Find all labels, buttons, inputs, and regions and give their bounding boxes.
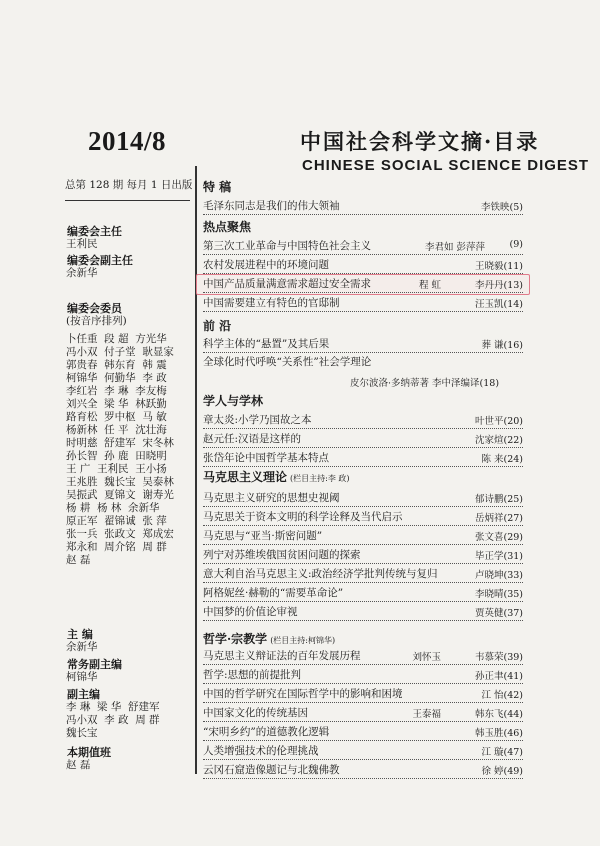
journal-title-en: CHINESE SOCIAL SCIENCE DIGEST [302, 157, 590, 174]
members-order: (按音序排列) [66, 315, 127, 327]
members-list: 卜任重 段 超 方光华 冯小双 付子堂 耿显家 郭贵春 韩东育 韩 震 柯锦华 何勤华 李 政 李红岩 李 琳 李友梅 刘兴全 梁 华 林跃勤 路育松 罗中枢 马 敏 杨新林 任 平 沈壮海 时明慈 舒建军 宋冬林 孙长智 孙 鹿 田晓明 王 广 王利民 王小扬 王兆胜 魏长宝 吴泰林 吴振武 夏锦文 谢寿光 杨 耕 杨 林 余新华 原正军 翟锦诚 张 萍 张一兵 张政文 郑成宏 郑永和 周介铭 周 群 赵 磊 [66, 333, 174, 566]
toc-entry[interactable]: 马克思关于资本文明的科学诠释及当代启示 岳炳祥(27) [203, 511, 523, 524]
toc-entry[interactable]: 阿格妮丝·赫勒的“需要革命论” 李晓晴(35) [203, 587, 523, 600]
section-heading: 马克思主义理论 (栏目主持:李 政) [203, 470, 350, 484]
editor-deputy-label: 编委会副主任 [67, 254, 133, 267]
column-divider [195, 166, 197, 774]
toc-entry[interactable]: 中国需要建立有特色的官邸制 汪玉凯(14) [203, 297, 523, 310]
editor-head-name: 王利民 [66, 238, 98, 250]
section-heading: 特 稿 [203, 180, 232, 194]
toc-entry[interactable]: 赵元任:汉语是这样的 沈家煊(22) [203, 433, 523, 446]
toc-entry[interactable]: 哲学:思想的前提批判 孙正聿(41) [203, 669, 523, 682]
section-heading: 前 沿 [203, 319, 232, 333]
toc-entry[interactable]: 云冈石窟造像题记与北魏佛教 徐 婷(49) [203, 764, 523, 777]
toc-entry[interactable]: 毛泽东同志是我们的伟大领袖 李铁映(5) [203, 200, 523, 213]
exec-deputy-label: 常务副主编 [67, 658, 122, 671]
toc-entry-author-line: 皮尔波洛·多纳蒂著 李中泽编译(18) [350, 378, 500, 389]
chief-editor-label: 主 编 [67, 628, 93, 641]
on-duty-name: 赵 磊 [66, 759, 91, 771]
section-heading: 热点聚焦 [203, 220, 252, 234]
journal-title-cn: 中国社会科学文摘·目录 [300, 129, 540, 154]
editor-deputy-name: 余新华 [66, 267, 98, 279]
editor-head-label: 编委会主任 [67, 225, 122, 238]
toc-entry[interactable]: 中国梦的价值论审视 贾英健(37) [203, 606, 523, 619]
toc-entry[interactable]: 马克思主义研究的思想史视阈 郁诗鹏(25) [203, 492, 523, 505]
toc-entry[interactable]: 科学主体的“悬置”及其后果 葬 谦(16) [203, 338, 523, 351]
members-label: 编委会委员 [67, 302, 122, 315]
toc-entry[interactable]: 意大利自治马克思主义:政治经济学批判传统与复归 卢晓坤(33) [203, 568, 523, 581]
issue-meta: 总第 128 期 每月 1 日出版 [65, 179, 193, 191]
toc-entry[interactable]: “宋明乡约”的道德教化逻辑 韩玉胜(46) [203, 726, 523, 739]
section-heading: 学人与学林 [203, 394, 264, 408]
toc-entry-selected[interactable]: 中国产品质量满意需求超过安全需求 程 虹 李丹丹(13) [203, 278, 523, 291]
deputy-editors-list: 李 琳 梁 华 舒建军 冯小双 李 政 周 群 魏长宝 [66, 701, 160, 739]
section-heading: 哲学·宗教学 (栏目主持:柯锦华) [203, 632, 336, 646]
deputy-editors-label: 副主编 [67, 688, 100, 701]
toc-entry[interactable]: 章太炎:小学乃国故之本 叶世平(20) [203, 414, 523, 427]
toc-entry[interactable]: 中国的哲学研究在国际哲学中的影响和困境 江 怡(42) [203, 688, 523, 701]
issue-number: 2014/8 [88, 126, 167, 156]
toc-entry[interactable]: 第三次工业革命与中国特色社会主义 李君如 彭萍萍 (9) [203, 239, 523, 253]
header-divider [65, 200, 190, 201]
toc-entry[interactable]: 张岱年论中国哲学基本特点 陈 来(24) [203, 452, 523, 465]
toc-entry[interactable]: 马克思与“亚当·斯密问题” 张文喜(29) [203, 530, 523, 543]
toc-entry[interactable]: 人类增强技术的伦理挑战 江 璇(47) [203, 745, 523, 758]
toc-entry[interactable]: 马克思主义辩证法的百年发展历程 刘怀玉 韦慕荣(39) [203, 650, 523, 663]
chief-editor-name: 余新华 [66, 641, 98, 653]
on-duty-label: 本期值班 [67, 746, 111, 759]
toc-entry[interactable]: 中国家文化的传统基因 王泰福 韩东飞(44) [203, 707, 523, 720]
toc-entry[interactable]: 全球化时代呼唤“关系性”社会学理论 [203, 356, 372, 368]
exec-deputy-name: 柯锦华 [66, 671, 98, 683]
toc-entry[interactable]: 列宁对苏维埃俄国贫困问题的探索 毕正学(31) [203, 549, 523, 562]
toc-entry[interactable]: 农村发展进程中的环境问题 王晓毅(11) [203, 259, 523, 272]
